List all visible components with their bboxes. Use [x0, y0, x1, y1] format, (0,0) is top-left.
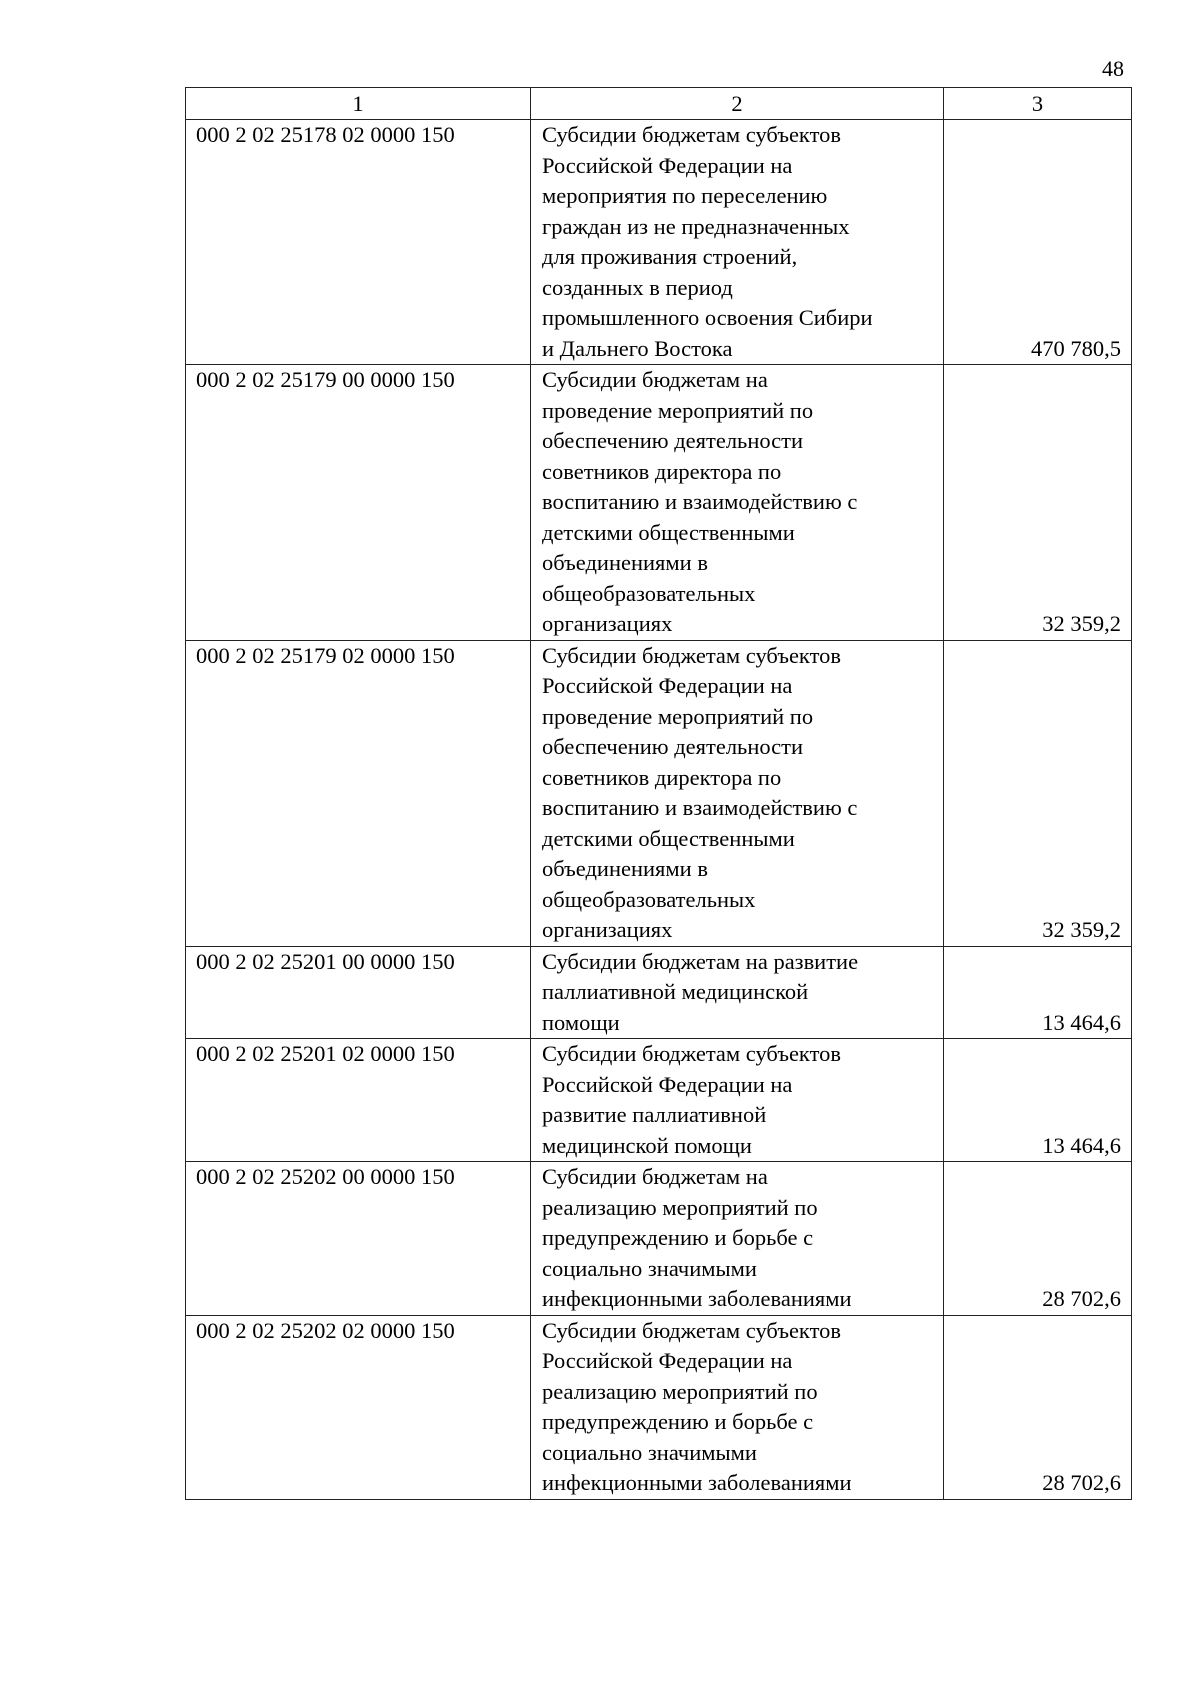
description	[531, 1315, 944, 1499]
header-col-2: 2	[531, 88, 944, 120]
table-row	[186, 1039, 1132, 1162]
description-line: созданных в период	[542, 274, 733, 300]
description-line: для проживания строений,	[542, 244, 798, 269]
description-line: помощи	[542, 1009, 620, 1035]
table-row	[186, 946, 1132, 1039]
description-line: паллиативной медицинской	[542, 979, 809, 1004]
amount: 32 359,2	[944, 640, 1132, 946]
description-line: Российской Федерации на	[542, 673, 793, 698]
budget-code: 000 2 02 25201 00 0000 150	[186, 946, 531, 1039]
description-line: объединениями в	[542, 550, 708, 575]
description-line: мероприятия по переселению	[542, 183, 828, 208]
description-line: граждан из не предназначенных	[542, 213, 850, 239]
description-line: советников директора по	[542, 764, 782, 790]
budget-table	[185, 87, 1132, 1500]
header-col-3: 3	[944, 88, 1132, 120]
description-line: и Дальнего Востока	[542, 335, 733, 361]
description-line: социально значимыми	[542, 1439, 757, 1465]
table-row	[186, 1315, 1132, 1499]
table-row	[186, 120, 1132, 365]
amount: 28 702,6	[944, 1162, 1132, 1316]
table-row	[186, 365, 1132, 641]
description	[531, 1039, 944, 1162]
table-row	[186, 640, 1132, 946]
description-line: детскими общественными	[542, 519, 795, 545]
header-row	[186, 88, 1132, 120]
description-line: Субсидии бюджетам субъектов	[542, 122, 841, 147]
description-line: социально значимыми	[542, 1255, 757, 1281]
description-line: Субсидии бюджетам на развитие	[542, 948, 859, 974]
description-line: Российской Федерации на	[542, 1071, 793, 1097]
description-line: обеспечению деятельности	[542, 428, 804, 453]
budget-code: 000 2 02 25202 00 0000 150	[186, 1162, 531, 1316]
description	[531, 365, 944, 641]
description-line: реализацию мероприятий по	[542, 1194, 818, 1220]
description-line: Субсидии бюджетам субъектов	[542, 1317, 841, 1343]
description-line: Субсидии бюджетам субъектов	[542, 1041, 841, 1066]
description-line: общеобразовательных	[542, 886, 756, 912]
description-line: организациях	[542, 917, 673, 942]
table-row	[186, 1162, 1132, 1316]
description	[531, 640, 944, 946]
description	[531, 120, 944, 365]
description-line: Российской Федерации на	[542, 152, 793, 178]
description-line: проведение мероприятий по	[542, 703, 814, 729]
description-line: развитие паллиативной	[542, 1102, 767, 1127]
amount: 13 464,6	[944, 946, 1132, 1039]
amount: 13 464,6	[944, 1039, 1132, 1162]
description-line: организациях	[542, 611, 673, 636]
description	[531, 946, 944, 1039]
description-line: Российской Федерации на	[542, 1348, 793, 1373]
description-line: инфекционными заболеваниями	[542, 1470, 852, 1495]
description-line: воспитанию и взаимодействию с	[542, 489, 858, 514]
amount: 470 780,5	[944, 120, 1132, 365]
amount: 28 702,6	[944, 1315, 1132, 1499]
description-line: Субсидии бюджетам на	[542, 1164, 768, 1189]
description-line: воспитанию и взаимодействию с	[542, 795, 858, 820]
page-number: 48	[1102, 56, 1124, 81]
description-line: объединениями в	[542, 856, 708, 881]
amount: 32 359,2	[944, 365, 1132, 641]
description-line: предупреждению и борьбе с	[542, 1225, 814, 1250]
description-line: проведение мероприятий по	[542, 397, 814, 423]
budget-code: 000 2 02 25202 02 0000 150	[186, 1315, 531, 1499]
description-line: инфекционными заболеваниями	[542, 1286, 852, 1311]
budget-code: 000 2 02 25201 02 0000 150	[186, 1039, 531, 1162]
budget-code: 000 2 02 25179 02 0000 150	[186, 640, 531, 946]
budget-code: 000 2 02 25179 00 0000 150	[186, 365, 531, 641]
description	[531, 1162, 944, 1316]
header-col-1: 1	[186, 88, 531, 120]
description-line: детскими общественными	[542, 825, 795, 851]
description-line: промышленного освоения Сибири	[542, 305, 873, 330]
description-line: медицинской помощи	[542, 1132, 752, 1158]
description-line: реализацию мероприятий по	[542, 1378, 818, 1404]
budget-code: 000 2 02 25178 02 0000 150	[186, 120, 531, 365]
description-line: общеобразовательных	[542, 580, 756, 606]
description-line: советников директора по	[542, 458, 782, 484]
description-line: Субсидии бюджетам на	[542, 367, 768, 392]
description-line: обеспечению деятельности	[542, 734, 804, 759]
description-line: Субсидии бюджетам субъектов	[542, 642, 841, 668]
description-line: предупреждению и борьбе с	[542, 1409, 814, 1434]
